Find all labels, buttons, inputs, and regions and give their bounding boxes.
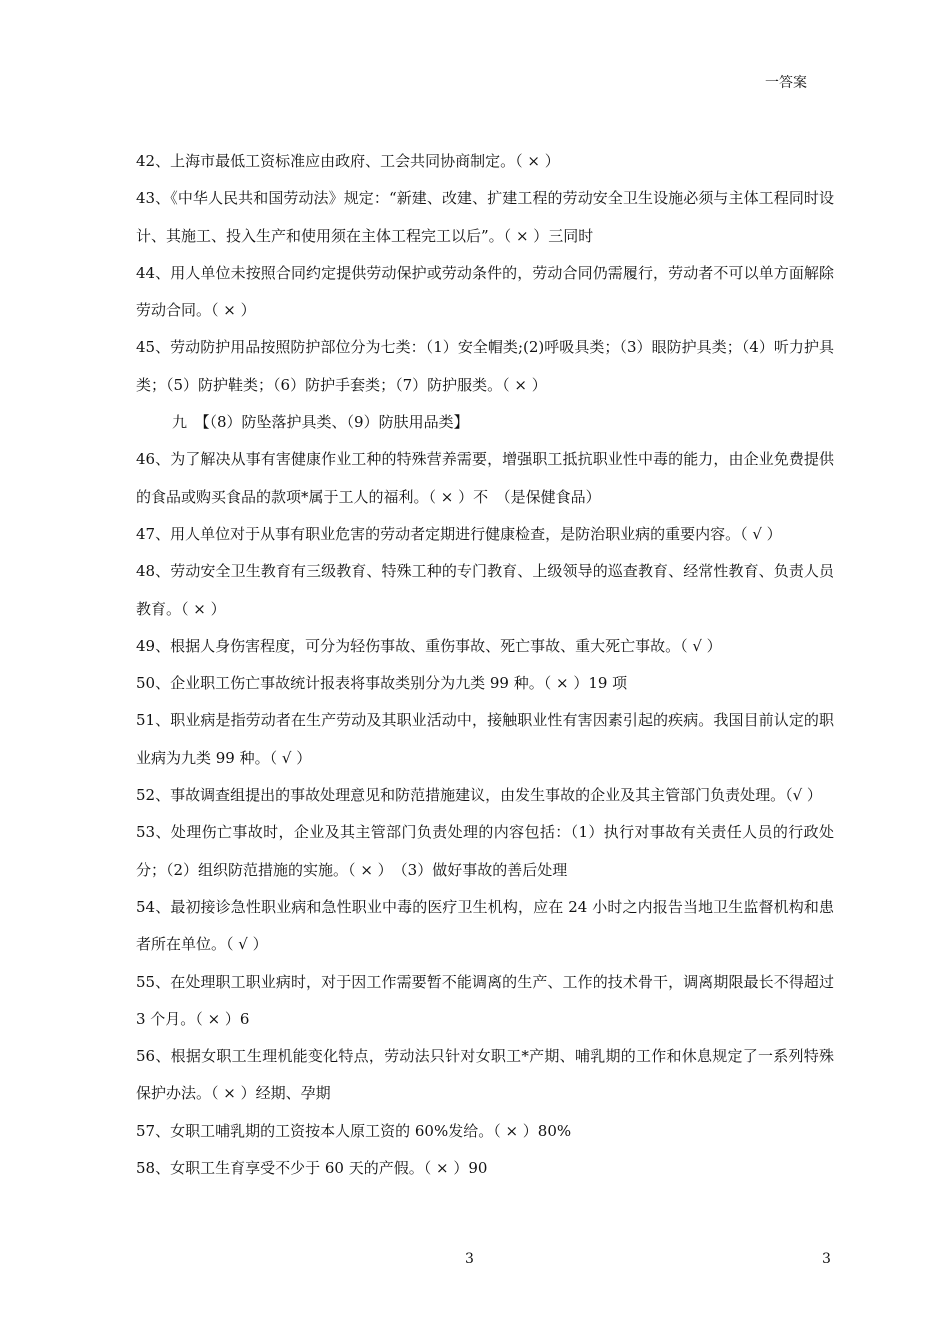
question-51: 51、职业病是指劳动者在生产劳动及其职业活动中，接触职业性有害因素引起的疾病。我国目前认定的职业病为九类 99 种。（ √ ） (136, 711, 834, 767)
question-55: 55、在处理职工职业病时，对于因工作需要暂不能调离的生产、工作的技术骨干，调离期限最长不得超过 3 个月。（ × ）6 (136, 972, 834, 1028)
question-52: 52、事故调查组提出的事故处理意见和防范措施建议，由发生事故的企业及其主管部门负责处理。（√ ） (136, 786, 822, 805)
question-53: 53、处理伤亡事故时，企业及其主管部门负责处理的内容包括：（1）执行对事故有关责任人员的行政处分；（2）组织防范措施的实施。（ × ） （3）做好事故的善后处理 (136, 823, 834, 879)
question-48: 48、劳动安全卫生教育有三级教育、特殊工种的专门教育、上级领导的巡查教育、经常性教育、负责人员教育。（ × ） (136, 562, 834, 618)
question-42: 42、上海市最低工资标准应由政府、工会共同协商制定。（ × ） (136, 152, 560, 170)
document-body (136, 143, 834, 1187)
question-50: 50、企业职工伤亡事故统计报表将事故类别分为九类 99 种。（ × ）19 项 (136, 674, 628, 693)
question-45-note: 九 【（8）防坠落护具类、（9）防肤用品类】 (172, 413, 469, 432)
question-45: 45、劳动防护用品按照防护部位分为七类：（1）安全帽类;(2)呼吸具类；（3）眼防护具类；（4）听力护具类；（5）防护鞋类；（6）防护手套类；（7）防护服类。（ × ） (136, 338, 834, 394)
question-54: 54、最初接诊急性职业病和急性职业中毒的医疗卫生机构，应在 24 小时之内报告当地卫生监督机构和患者所在单位。（ √ ） (136, 897, 834, 954)
page-number-right: 3 (822, 1251, 831, 1267)
question-58: 58、女职工生育享受不少于 60 天的产假。（ × ）90 (136, 1159, 488, 1178)
question-47: 47、用人单位对于从事有职业危害的劳动者定期进行健康检查，是防治职业病的重要内容。（ √ ） (136, 524, 782, 543)
question-56: 56、根据女职工生理机能变化特点，劳动法只针对女职工*产期、哺乳期的工作和休息规定了一系列特殊保护办法。（ × ）经期、孕期 (136, 1047, 834, 1103)
page-number-center: 3 (465, 1251, 474, 1267)
question-44: 44、用人单位未按照合同约定提供劳动保护或劳动条件的，劳动合同仍需履行，劳动者不可以单方面解除劳动合同。（ × ） (136, 263, 834, 320)
question-46: 46、为了解决从事有害健康作业工种的特殊营养需要，增强职工抵抗职业性中毒的能力，由企业免费提供的食品或购买食品的款项*属于工人的福利。（ × ）不 （是保健食品） (136, 450, 834, 506)
question-57: 57、女职工哺乳期的工资按本人原工资的 60%发给。（ × ）80% (136, 1121, 572, 1140)
question-49: 49、根据人身伤害程度，可分为轻伤事故、重伤事故、死亡事故、重大死亡事故。（ √ ） (136, 636, 722, 655)
page-header: 一答案 (765, 75, 807, 91)
question-43: 43、《中华人民共和国劳动法》规定：“新建、改建、扩建工程的劳动安全卫生设施必须与主体工程同时设计、其施工、投入生产和使用须在主体工程完工以后”。（ × ）三同时 (136, 189, 834, 245)
